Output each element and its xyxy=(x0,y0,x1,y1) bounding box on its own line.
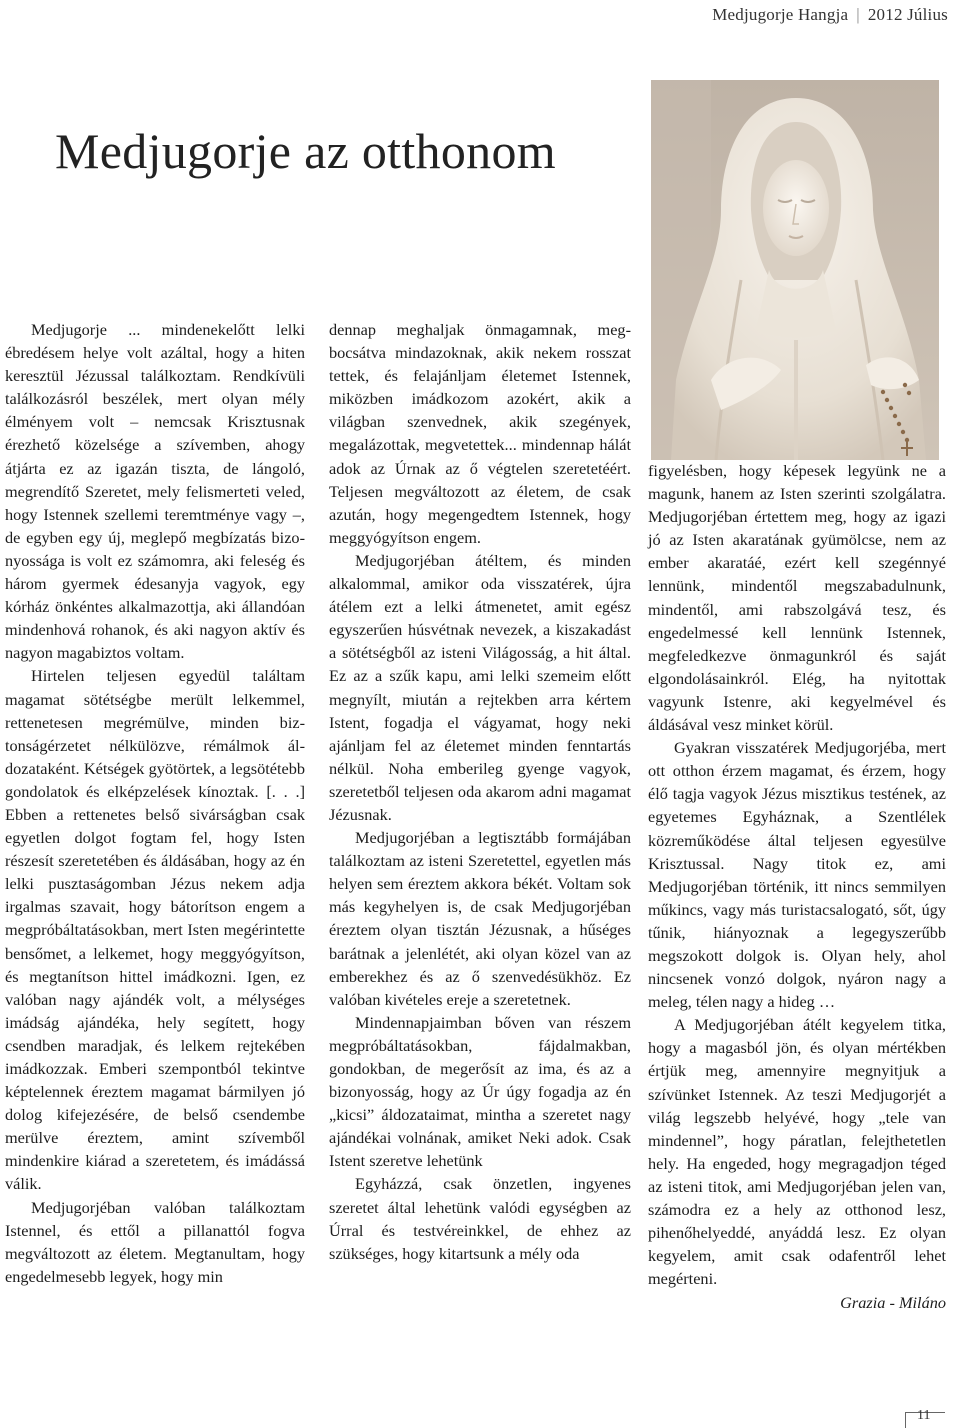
text-column-2 xyxy=(329,318,631,1265)
paragraph: Hirtelen teljesen egyedül találtam magamat sötétségbe merült lelkemmel, rettenetesen megrémülve, minden biztonságérzetet nélkülözve, rémálmok áldozataként. Kétségek gyötörtek, a legsötétebb gondolatok és elképzelések kínoztak. [. . .] Ebben a rettenetes belső sivárságban csak egyetlen dolgot fogtam fel, hogy Isten részesít szeretetében és áldásában, hogy az én lelki pusztaságomban Jézus nekem adja irgalmas szavait, hogy bátorítson engem a megpróbáltatásokban, mert Isten megérintette bensőmet, a lelkemet, hogy meggyógyítson, és megtanítson hittel imádkozni. Igen, ez valóban nagy ajándék volt, a mélységes imádság ajándéka, hely segített, hogy csendben maradjak, és lelkem rejtekében imádkozzak. Emberi szempontból tekintve képtelennek éreztem magamat bármilyen jó dolog kifejezésére, de belső csendembe merülve éreztem, amint szívemből mindenkire kiárad a szeretetem, és imádássá válik. xyxy=(5,666,305,1194)
issue-date: 2012 Július xyxy=(867,5,948,24)
paragraph: Medjugorjéban a legtisztább formájában találkoztam az isteni Szeretettel, egyetlen más helyen sem éreztem akkora békét. Voltam sok más kegyhelyen is, de csak Medjugorjéban éreztem olyan tisztán Jézusnak, a hűséges barátnak a jelenlétét, aki olyan közel van az emberekhez és az ő szenvedésükhöz. Ez valóban kivételes ereje a szeretetnek. xyxy=(329,828,631,1009)
paragraph: Medjugorje ... mindenekelőtt lelki ébredésem helye volt azáltal, hogy a hiten keresztül Jézussal találkoztam. Rendkívüli találkozásról beszélek, mert olyan mély élményem volt – nemcsak Krisztusnak érezhető közelsége a szívemben, ahogy átjárta ez az igazán tiszta, de lángoló, megrendítő Szeretet, mely felismerteti veled, hogy Istennek szellemi teremtménye vagy –, de egyben egy új, meglepő megbízatás bizonyossága is volt ez számomra, aki feleség és három gyermek édesanyja vagyok, egy kórház önkéntes alkalmazottja, aki állandóan mindenhová rohanok, és aki nagyon aktív és nagyon magabiztos voltam. xyxy=(5,320,305,663)
madonna-statue-image xyxy=(651,80,939,460)
paragraph: Medjugorjéban átéltem, és minden alkalommal, amikor oda visszatérek, újra átélem ezt a lelki átmenetet, amit egész egyszerűen húsvétnak nevezek, a kiszakadást a sötétségből az isteni Világosság, a hit által. Ez az a szűk kapu, ami lelki szemeim előtt megnyílt, miután a rejtekben arra kértem Istent, fogadja el vágyamat, hogy neki ajánljam fel az életemet minden fenntartás nélkül. Noha emberileg gyenge vagyok, szeretetből teljesen oda akarom adni magamat Jézusnak. xyxy=(329,550,631,824)
paragraph: figyelésben, hogy képesek legyünk ne a magunk, hanem az Isten szerinti szolgálatra. Medjugorjéban értettem meg, hogy az igazi jó az Isten akaratának gyümölcse, nem az ember akaratáé, ezért kell szegénnyé lennünk, mindentől megszabadulnunk, mindentől, ami rabszolgává tesz, és engedelmessé kell lennünk Istennek, megfeledkezve önmagunkról és saját elgondolásainkról. Elég, ha nyitottak vagyunk Istenre, aki kegyelmével és áldásával vesz minket körül. xyxy=(648,461,946,735)
article-title: Medjugorje az otthonom xyxy=(55,123,556,179)
publication-name: Medjugorje Hangja xyxy=(712,5,849,24)
paragraph: dennap meghaljak önmagamnak, megbocsátva mindazoknak, akik nekem rosszat tettek, és felajánljam életemet Istennek, miközben imádkozom azokért, akik a világban szenvednek, akik szegények, megalázottak, megvetettek... mindennap hálát adok az Úrnak az ő végtelen szeretetéért. Teljesen megváltozott az életem, de csak azután, hogy megengedtem Istennek, hogy meggyógyítson engem. xyxy=(329,320,631,547)
header-separator: | xyxy=(856,5,860,24)
paragraph: Egyházzá, csak önzetlen, ingyenes szeretet által lehetünk valódi egységben az Úrral és testvéreinkkel, de ehhez az szükséges, hogy kitartsunk a mély oda xyxy=(329,1174,631,1263)
page-number-rule xyxy=(905,1412,906,1428)
author-signature: Grazia - Miláno xyxy=(840,1293,946,1313)
running-header xyxy=(712,5,948,25)
paragraph: Mindennapjaimban bőven van részem megpróbáltatásokban, fájdalmakban, gondokban, de megerősít az ima, és az a bizonyosság, hogy az Úr úgy fogadja az én „kicsi” áldozataimat, mintha a szeretet nagy ajándékai volnának, amiket Neki adok. Csak Istent szeretve lehetünk xyxy=(329,1012,631,1171)
paragraph: Medjugorjéban valóban találkoztam Istennel, és ettől a pillanattól fogva megváltozott az életem. Megtanultam, hogy engedelmesebb legyek, hogy min xyxy=(5,1197,305,1286)
page-number: 11 xyxy=(917,1408,931,1423)
text-column-3 xyxy=(648,459,946,1314)
statue-illustration xyxy=(651,80,939,460)
text-column-1 xyxy=(0,318,305,1288)
paragraph: A Medjugorjéban átélt kegyelem titka, hogy a magasból jön, és olyan mértékben értjük meg, amennyire megnyitjuk a szívünket Istennek. Az teszi Medjugorjét a világ legszebb helyévé, hogy „tele van mindennel”, hogy páratlan, felejthetetlen hely. Ha engeded, hogy megragadjon téged az isteni titok, ami Medjugorjéban jelen van, számodra ez a hely az otthonod lesz, pihenőhelyeddé, anyáddá lesz. Ez olyan kegyelem, amit csak odafentről lehet megérteni. xyxy=(648,1015,946,1289)
paragraph: Gyakran visszatérek Medjugorjéba, mert ott otthon érzem magamat, és érzem, hogy élő tagja vagyok Jézus misztikus testének, az egyetemes Egyháznak, a Szentlélek közreműködése által teljesen egyesülve Krisztussal. Nagy titok ez, ami Medjugorjéban történik, itt nincs semmilyen műkincs, vagy más turistacsalogató, sőt, úgy tűnik, hiányoznak a legegyszerűbb megszokott dolgok is. Olyan hely, ahol nincsenek vonzó dolgok, nyáron nagy a meleg, télen nagy a hideg … xyxy=(648,738,946,1012)
